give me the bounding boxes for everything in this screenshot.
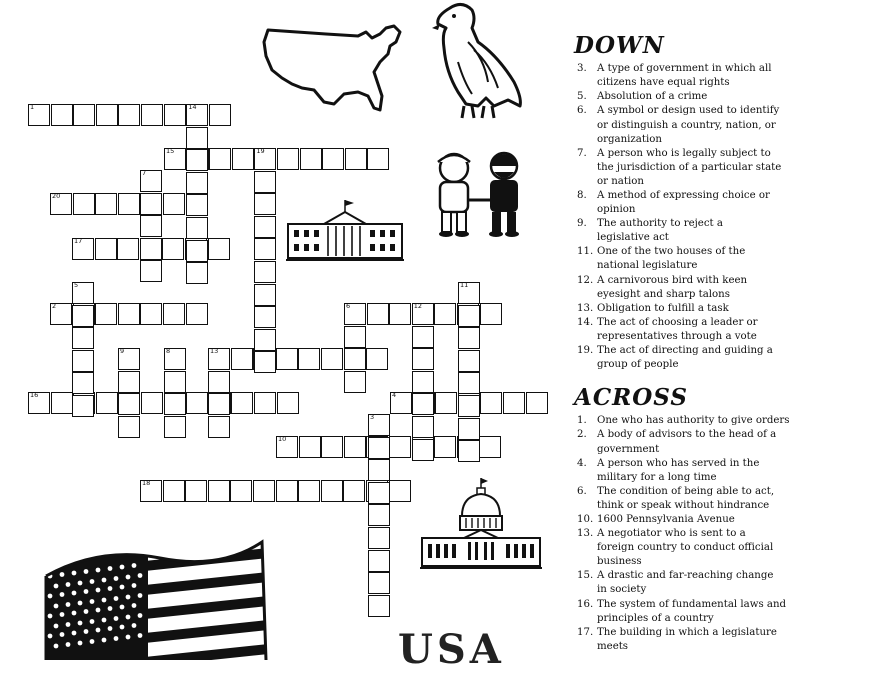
clue-number: 20 — [52, 192, 61, 200]
flag-star — [78, 581, 83, 586]
grid-cell[interactable] — [503, 392, 525, 414]
clue-number: 7 — [142, 169, 147, 177]
grid-cell[interactable] — [254, 306, 276, 328]
grid-cell[interactable] — [118, 193, 140, 215]
clue-item — [572, 485, 877, 513]
clue-item — [572, 414, 877, 428]
clue-number: 17 — [74, 237, 83, 245]
clue-item-text: A type of government in which all citizens have equal rights — [597, 63, 772, 89]
grid-cell[interactable] — [186, 172, 208, 194]
grid-cell[interactable] — [231, 348, 253, 370]
grid-cell[interactable] — [140, 170, 162, 192]
grid-cell[interactable] — [118, 104, 140, 126]
clue-item — [572, 457, 877, 485]
grid-cell[interactable] — [186, 262, 208, 284]
clue-item-text: The act of directing and guiding a group of people — [597, 345, 773, 371]
grid-cell[interactable] — [163, 480, 185, 502]
clue-item — [572, 513, 877, 527]
flag-star — [138, 593, 143, 598]
clue-number: 9 — [120, 347, 125, 355]
clue-number: 6 — [346, 302, 351, 310]
grid-cell[interactable] — [95, 193, 117, 215]
grid-cell[interactable] — [254, 216, 276, 238]
clue-item-number: 13. — [577, 302, 594, 314]
grid-cell[interactable] — [95, 303, 117, 325]
grid-cell[interactable] — [435, 392, 457, 414]
flag-star — [96, 568, 101, 573]
grid-cell[interactable] — [344, 303, 366, 325]
flag-star — [84, 609, 89, 614]
grid-cell[interactable] — [141, 392, 163, 414]
clue-item — [572, 104, 877, 146]
grid-cell[interactable] — [366, 348, 388, 370]
flag-star — [132, 583, 137, 588]
flag-star — [108, 626, 113, 631]
flag-star — [72, 611, 77, 616]
flag-star — [54, 604, 59, 609]
flag-star — [72, 591, 77, 596]
grid-cell[interactable] — [412, 393, 434, 415]
clue-item-text: A symbol or design used to identify or distinguish a country, nation, or organization — [597, 105, 780, 145]
grid-cell[interactable] — [344, 371, 366, 393]
flag-star — [108, 586, 113, 591]
clue-item-text: The building in which a legislature meets — [597, 626, 777, 652]
usa-title-art: USA — [398, 626, 505, 673]
grid-cell[interactable] — [186, 392, 208, 414]
clue-item-number: 1. — [577, 415, 587, 427]
grid-cell[interactable] — [321, 348, 343, 370]
grid-cell[interactable] — [368, 595, 390, 617]
grid-cell[interactable] — [254, 171, 276, 193]
grid-cell[interactable] — [141, 104, 163, 126]
bald-eagle-icon — [428, 2, 528, 120]
clue-number: 16 — [30, 391, 39, 399]
grid-cell[interactable] — [458, 372, 480, 394]
clue-item-number: 10. — [577, 514, 594, 525]
clue-item-text: A person who has served in the military for a long time — [597, 457, 760, 483]
grid-cell[interactable] — [140, 260, 162, 282]
clue-item-number: 16. — [577, 598, 594, 610]
grid-cell[interactable] — [186, 303, 208, 325]
flag-star — [114, 616, 119, 621]
grid-cell[interactable] — [412, 416, 434, 438]
flag-star — [114, 576, 119, 581]
american-flag-icon — [40, 536, 272, 660]
grid-cell[interactable] — [96, 392, 118, 414]
grid-cell[interactable] — [51, 104, 73, 126]
clue-item-number: 17. — [577, 626, 594, 638]
grid-cell[interactable] — [140, 215, 162, 237]
grid-cell[interactable] — [300, 148, 322, 170]
clue-item — [572, 62, 877, 90]
grid-cell[interactable] — [186, 127, 208, 149]
clue-item-text: Absolution of a crime — [597, 91, 708, 103]
grid-cell[interactable] — [412, 326, 434, 348]
flag-star — [138, 573, 143, 578]
clue-item-text: The system of fundamental laws and principles of a country — [597, 598, 787, 624]
clue-item-text: Obligation to fulfill a task — [597, 302, 729, 314]
grid-cell[interactable] — [230, 480, 252, 502]
flag-star — [78, 641, 83, 646]
clue-item — [572, 428, 877, 456]
flag-star — [132, 563, 137, 568]
clue-item-text: A person who is legally subject to the jurisdiction of a particular state or nation — [597, 147, 782, 187]
grid-cell[interactable] — [479, 436, 501, 458]
grid-cell[interactable] — [95, 238, 117, 260]
grid-cell[interactable] — [458, 305, 480, 327]
flag-star — [102, 618, 107, 623]
grid-cell[interactable] — [163, 303, 185, 325]
flag-star — [60, 572, 65, 577]
clue-number: 18 — [142, 479, 151, 487]
grid-cell[interactable] — [51, 392, 73, 414]
clue-number: 2 — [52, 302, 57, 310]
flag-star — [60, 612, 65, 617]
grid-cell[interactable] — [186, 194, 208, 216]
grid-cell[interactable] — [321, 480, 343, 502]
grid-cell[interactable] — [458, 350, 480, 372]
flag-star — [90, 579, 95, 584]
grid-cell[interactable] — [434, 303, 456, 325]
grid-cell[interactable] — [368, 504, 390, 526]
flag-star — [126, 635, 131, 640]
clue-item-text: The condition of being able to act, think or speak without hindrance — [597, 485, 775, 511]
grid-cell[interactable] — [164, 416, 186, 438]
grid-cell[interactable] — [412, 371, 434, 393]
flag-star — [48, 614, 53, 619]
flag-star — [78, 601, 83, 606]
flag-star — [66, 622, 71, 627]
grid-cell[interactable] — [390, 392, 412, 414]
flag-star — [66, 642, 71, 647]
clue-item — [572, 245, 877, 273]
grid-cell[interactable] — [231, 392, 253, 414]
grid-cell[interactable] — [118, 348, 140, 370]
clue-item-number: 12. — [577, 274, 594, 286]
flag-star — [84, 629, 89, 634]
clue-number: 11 — [460, 281, 469, 289]
flag-star — [126, 615, 131, 620]
clue-number: 10 — [278, 435, 287, 443]
flag-star — [138, 633, 143, 638]
grid-cell[interactable] — [209, 148, 231, 170]
down-clue-list — [572, 62, 877, 372]
grid-cell[interactable] — [254, 148, 276, 170]
grid-cell[interactable] — [118, 303, 140, 325]
flag-star — [72, 571, 77, 576]
clue-item — [572, 217, 877, 245]
grid-cell[interactable] — [276, 436, 298, 458]
clue-item-number: 11. — [577, 246, 594, 258]
clue-item — [572, 274, 877, 302]
grid-cell[interactable] — [458, 327, 480, 349]
grid-cell[interactable] — [164, 104, 186, 126]
flag-star — [60, 632, 65, 637]
grid-cell[interactable] — [164, 148, 186, 170]
grid-cell[interactable] — [50, 303, 72, 325]
grid-cell[interactable] — [72, 305, 94, 327]
flag-star — [48, 634, 53, 639]
grid-cell[interactable] — [412, 439, 434, 461]
grid-cell[interactable] — [412, 303, 434, 325]
clue-number: 14 — [188, 103, 197, 111]
clue-item — [572, 316, 877, 344]
grid-cell[interactable] — [277, 392, 299, 414]
clue-item — [572, 344, 877, 372]
founding-fathers-icon — [428, 150, 532, 238]
grid-cell[interactable] — [254, 392, 276, 414]
clue-number: 4 — [392, 391, 397, 399]
clue-item — [572, 189, 877, 217]
flag-star — [54, 584, 59, 589]
across-clue-list — [572, 414, 877, 654]
clue-item-number: 15. — [577, 570, 594, 582]
clue-item-number: 19. — [577, 345, 594, 357]
grid-cell[interactable] — [322, 148, 344, 170]
grid-cell[interactable] — [368, 527, 390, 549]
clue-item-number: 14. — [577, 316, 594, 328]
flag-star — [120, 585, 125, 590]
flag-star — [114, 636, 119, 641]
grid-cell[interactable] — [480, 303, 502, 325]
clue-item-text: A negotiator who is sent to a foreign country to conduct official business — [597, 528, 774, 568]
clue-item-number: 13. — [577, 528, 594, 540]
grid-cell[interactable] — [208, 416, 230, 438]
flag-star — [132, 623, 137, 628]
clue-item — [572, 147, 877, 189]
grid-cell[interactable] — [343, 480, 365, 502]
clue-item-number: 5. — [577, 91, 587, 103]
clue-item — [572, 302, 877, 316]
grid-cell[interactable] — [208, 371, 230, 393]
grid-cell[interactable] — [140, 480, 162, 502]
grid-cell[interactable] — [72, 372, 94, 394]
grid-cell[interactable] — [164, 393, 186, 415]
clue-number: 3 — [370, 413, 375, 421]
grid-cell[interactable] — [368, 414, 390, 436]
clue-item — [572, 527, 877, 569]
clue-item-number: 6. — [577, 105, 587, 117]
grid-cell[interactable] — [72, 327, 94, 349]
grid-cell[interactable] — [458, 395, 480, 417]
flag-star — [78, 621, 83, 626]
clue-item-number: 7. — [577, 147, 587, 159]
grid-cell[interactable] — [299, 436, 321, 458]
grid-cell[interactable] — [28, 392, 50, 414]
grid-cell[interactable] — [96, 104, 118, 126]
grid-cell[interactable] — [73, 104, 95, 126]
grid-cell[interactable] — [345, 148, 367, 170]
grid-cell[interactable] — [208, 348, 230, 370]
clue-panel — [572, 34, 877, 654]
grid-cell[interactable] — [72, 350, 94, 372]
flag-star — [54, 624, 59, 629]
grid-cell[interactable] — [118, 416, 140, 438]
grid-cell[interactable] — [164, 371, 186, 393]
clue-item-number: 3. — [577, 63, 587, 75]
grid-cell[interactable] — [72, 238, 94, 260]
flag-star — [108, 566, 113, 571]
grid-cell[interactable] — [368, 459, 390, 481]
grid-cell[interactable] — [118, 371, 140, 393]
capitol-building-icon — [420, 476, 542, 574]
grid-cell[interactable] — [368, 550, 390, 572]
grid-cell[interactable] — [412, 348, 434, 370]
clue-item-text: The authority to reject a legislative act — [597, 218, 723, 244]
grid-cell[interactable] — [344, 326, 366, 348]
grid-cell[interactable] — [434, 436, 456, 458]
grid-cell[interactable] — [389, 480, 411, 502]
grid-cell[interactable] — [208, 238, 230, 260]
grid-cell[interactable] — [254, 193, 276, 215]
flag-star — [84, 589, 89, 594]
grid-cell[interactable] — [368, 572, 390, 594]
clue-number: 8 — [166, 347, 171, 355]
flag-star — [72, 631, 77, 636]
flag-star — [84, 569, 89, 574]
clue-number: 1 — [30, 103, 35, 111]
grid-cell[interactable] — [277, 148, 299, 170]
grid-cell[interactable] — [185, 480, 207, 502]
grid-cell[interactable] — [163, 193, 185, 215]
flag-star — [120, 605, 125, 610]
grid-cell[interactable] — [367, 148, 389, 170]
grid-cell[interactable] — [232, 148, 254, 170]
grid-cell[interactable] — [72, 282, 94, 304]
clue-item-number: 9. — [577, 218, 587, 230]
grid-cell[interactable] — [368, 482, 390, 504]
grid-cell[interactable] — [28, 104, 50, 126]
down-heading: DOWN — [574, 32, 665, 59]
flag-star — [96, 588, 101, 593]
grid-cell[interactable] — [254, 238, 276, 260]
flag-star — [114, 596, 119, 601]
grid-cell[interactable] — [368, 437, 390, 459]
grid-cell[interactable] — [186, 104, 208, 126]
clue-item-text: One who has authority to give orders — [597, 415, 790, 427]
grid-cell[interactable] — [140, 238, 162, 260]
flag-star — [102, 578, 107, 583]
clue-item-text: 1600 Pennsylvania Avenue — [597, 514, 735, 525]
flag-star — [96, 628, 101, 633]
white-house-icon — [286, 198, 404, 264]
grid-cell[interactable] — [186, 149, 208, 171]
flag-star — [54, 644, 59, 649]
flag-star — [132, 603, 137, 608]
flag-star — [90, 619, 95, 624]
grid-cell[interactable] — [208, 393, 230, 415]
flag-star — [126, 595, 131, 600]
clue-number: 5 — [74, 281, 79, 289]
across-heading: ACROSS — [574, 384, 689, 412]
flag-star — [120, 625, 125, 630]
grid-cell[interactable] — [164, 348, 186, 370]
grid-cell[interactable] — [389, 303, 411, 325]
usa-map-icon — [262, 24, 404, 116]
grid-cell[interactable] — [276, 480, 298, 502]
grid-cell[interactable] — [254, 329, 276, 351]
grid-cell[interactable] — [298, 480, 320, 502]
grid-cell[interactable] — [186, 217, 208, 239]
flag-star — [126, 575, 131, 580]
grid-cell[interactable] — [209, 104, 231, 126]
flag-star — [66, 582, 71, 587]
flag-star — [60, 592, 65, 597]
clue-item-text: A drastic and far-reaching change in society — [597, 570, 774, 596]
grid-cell[interactable] — [253, 480, 275, 502]
clue-item — [572, 569, 877, 597]
grid-cell[interactable] — [367, 303, 389, 325]
grid-cell[interactable] — [186, 240, 208, 262]
flag-star — [120, 565, 125, 570]
grid-cell[interactable] — [254, 261, 276, 283]
grid-cell[interactable] — [140, 303, 162, 325]
flag-star — [96, 608, 101, 613]
grid-cell[interactable] — [458, 440, 480, 462]
grid-cell[interactable] — [276, 348, 298, 370]
grid-cell[interactable] — [389, 436, 411, 458]
clue-number: 15 — [166, 147, 175, 155]
clue-item-number: 8. — [577, 189, 587, 201]
clue-item-text: A body of advisors to the head of a government — [597, 429, 777, 455]
grid-cell[interactable] — [140, 193, 162, 215]
clue-number: 13 — [210, 347, 219, 355]
clue-item-text: A carnivorous bird with keen eyesight and sharp talons — [597, 274, 748, 300]
flag-star — [102, 638, 107, 643]
grid-cell[interactable] — [298, 348, 320, 370]
clue-number: 19 — [256, 147, 265, 155]
grid-cell[interactable] — [254, 351, 276, 373]
grid-cell[interactable] — [321, 436, 343, 458]
grid-cell[interactable] — [344, 436, 366, 458]
flag-star — [90, 599, 95, 604]
grid-cell[interactable] — [117, 238, 139, 260]
flag-star — [138, 613, 143, 618]
flag-star — [90, 639, 95, 644]
grid-cell[interactable] — [162, 238, 184, 260]
flag-star — [66, 602, 71, 607]
clue-item-number: 2. — [577, 429, 587, 441]
grid-cell[interactable] — [458, 282, 480, 304]
grid-cell[interactable] — [50, 193, 72, 215]
clue-item-number: 4. — [577, 457, 587, 469]
flag-star — [102, 598, 107, 603]
grid-cell[interactable] — [480, 392, 502, 414]
clue-item-text: One of the two houses of the national legislature — [597, 246, 746, 272]
grid-cell[interactable] — [344, 348, 366, 370]
grid-cell[interactable] — [72, 395, 94, 417]
clue-item-number: 6. — [577, 485, 587, 497]
flag-star — [108, 606, 113, 611]
grid-cell[interactable] — [458, 418, 480, 440]
grid-cell[interactable] — [208, 480, 230, 502]
grid-cell[interactable] — [254, 284, 276, 306]
clue-item — [572, 598, 877, 626]
flag-star — [48, 594, 53, 599]
clue-item — [572, 90, 877, 104]
grid-cell[interactable] — [526, 392, 548, 414]
clue-number: 12 — [413, 302, 423, 310]
clue-item-text: A method of expressing choice or opinion — [597, 189, 770, 216]
grid-cell[interactable] — [118, 393, 140, 415]
grid-cell[interactable] — [73, 193, 95, 215]
clue-item-text: The act of choosing a leader or representatives through a vote — [597, 316, 758, 342]
clue-item — [572, 626, 877, 654]
